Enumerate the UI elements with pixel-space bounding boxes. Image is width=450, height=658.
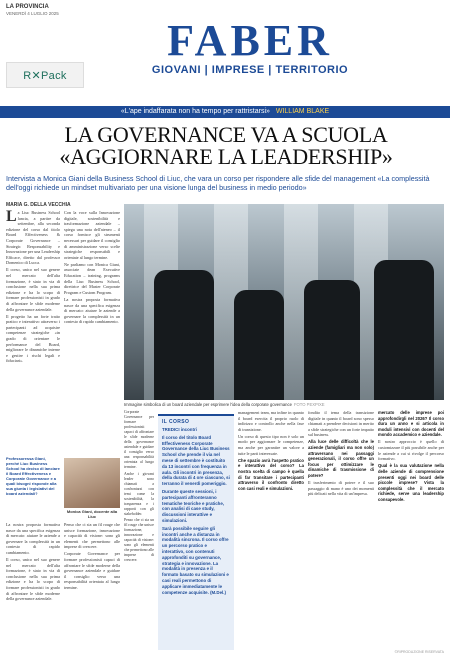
masthead-sections: GIOVANI | IMPRESE | TERRITORIO (151, 64, 349, 76)
photo-credit: FOTO PEXPIXE (293, 402, 325, 407)
col1-paragraph: La Liuc Business School lancia, a partire da settembre, alla seconda edizione del corso dal titolo Board Effectiveness & Corporate Governance – Strategic Responsability e Innovazione per una Leadership Efficace, diretto dal professor Domenico di Lucca. (6, 210, 60, 266)
col3-paragraph: Corporate Governance per formare professionisti capaci di affrontare le sfide moderne della governance aziendale e guidare il consiglio verso una responsabilità orientata al lungo termine. (124, 410, 154, 469)
col2-paragraph: La nostra proposta formativa nasce da una specifica esigenza di mercato: aiutare le aziende a governare la complessità in un contesto di rapido cambiamento. (64, 296, 120, 325)
col3-paragraph: Anche i giovani leader sono chiamati a confrontarsi con temi come la sostenibilità, la trasparenza e i rapporti con gli stakeholder. (124, 471, 154, 516)
slogan-bar (0, 106, 450, 118)
top-meta (6, 4, 59, 16)
slogan-quote: «L'ape indaffarata non ha tempo per rattristarsi» (120, 108, 270, 115)
article-headline: LA GOVERNANCE VA A SCUOLA «AGGIORNARE LA LEADERSHIP» (59, 122, 393, 169)
monica-giani-photo (64, 458, 120, 508)
col2-paragraph: Ne parliamo con Monica Giani, associate dean Executive Education – training, programs della Liuc Business School, direttrice del Master Corporate Program e Custom Program. (64, 261, 120, 295)
board-meeting-photo (124, 204, 444, 400)
article-column-1 (6, 210, 60, 452)
col5-paragraph: Alla luce delle difficoltà che le aziende (famigliari ma non solo) attraversano nei passaggi generazionali, il corso offre un focus per ottimizzare le dinamiche di trasmissione di potere? (308, 439, 374, 479)
silhouette-figure (304, 280, 360, 400)
col2-paragraph: Penso che ci sia un fil rouge che unisce formazione, innovazione e capacità di visione: sono gli elementi che permettono alle imprese di crescere. (64, 522, 120, 550)
col5-paragraph: Il trasferimento di potere e il suo passaggio di mano è uno dei momenti più delicati nella vita di un'impresa. (308, 480, 374, 497)
sponsor-ad[interactable]: R✕Pack (6, 62, 84, 88)
article-column-2-lower (64, 522, 120, 648)
photo-caption: Immagine simbolica di un board aziendale per esprimere l'idea della corporate governance FOTO PEXPIXE (124, 402, 325, 407)
masthead (90, 16, 410, 76)
box-paragraph: Durante queste sessioni, i partecipanti affronteranno tematiche teoriche e pratiche, con analisi di case study, discussioni interattive e simulazioni. (162, 488, 224, 523)
article-column-2 (64, 210, 120, 454)
col4-paragraph: management team, ma infine in quanto il board esercita il proprio ruolo di indirizzo e controllo anche nella fase di transizione. (238, 410, 304, 432)
col6-paragraph: Qual è la sua valutazione nella delle aziende di comprensione presenti oggi nei board delle piccole imprese? Vista la complessità che il mercato richiede, serve una leadership consapevole. (378, 463, 444, 502)
slogan-author: WILLIAM BLAKE (275, 108, 330, 115)
col6-paragraph: mercato delle imprese poi approfondirgli nel 2026? Il corso dura un anno e si articola in moduli intensivi con docenti del mondo accademico e aziendale. (378, 410, 444, 438)
pull-quote: Professoressa Giani, perché Liuc Business School ha deciso di lanciare il Board Effectiveness e Corporate Governance e a quali bisogni risponde alla sua giunta i legislativi del board aziendali? (6, 456, 60, 496)
publication-name: LA PROVINCIA (6, 4, 49, 10)
col1-paragraph: Il progetto ha un forte tratto pratico e interattivo attraverso i partecipanti ad acquisire competenze strategiche «in grado di orientare le performance del Board, migliorare le dinamiche interne e gestire i rischi legali e fiduciari». (6, 313, 60, 364)
silhouette-figure (154, 270, 214, 400)
course-info-box (158, 414, 234, 650)
box-paragraph: Il corso del titolo Board Effectiveness Corporate Governance della Liuc Business School che prende il via nel mese di settembre è costituito da 13 incontri con frequenza in aula. Gli incontri in presenza, della durata di 4 ore ciascuno, si terranno il venerdì pomeriggio. (162, 434, 230, 487)
col4-paragraph: Che spazio avrà l'aspetto pratico e interattivo del corso? La nostra scelta di campo è quella di far transitare i partecipanti attraverso il confronto diretto con casi reali e simulazioni. (238, 457, 304, 491)
col6-paragraph: Il nostro approccio è quello di customizzare il più possibile anche per le aziende a cui si rivolge il percorso formativo. (378, 439, 444, 462)
box-kicker: IL CORSO (162, 419, 190, 425)
article-column-3 (124, 410, 154, 650)
col4-paragraph: Un corso di questo tipo non è solo un modo per aggiornare le competenze, ma anche per garantire un valore a tutte le parti interessate. (238, 433, 304, 456)
article-subhead: Intervista a Monica Giani della Business School di Liuc, che vara un corso per rispondere alle sfide del management «La complessità dell'oggi richiede un mindset multivariato per una visione lunga del business in medio periodo» (6, 174, 430, 192)
inset-caption: Monica Giani, docente alla Liuc (66, 509, 118, 519)
col3-paragraph: Penso che ci sia un fil rouge che unisce formazione, innovazione e capacità di visione: sono gli elementi che permettono alle imprese di crescere. (124, 518, 154, 562)
silhouette-figure (374, 260, 434, 400)
col1-paragraph: La nostra proposta formativa nasce da una specifica esigenza di mercato: aiutare le aziende a governare la complessità in un contesto di rapido cambiamento. (6, 522, 60, 555)
box-paragraph: Sarà possibile seguire gli incontri anche a distanza in modalità sincrona. Il corso offre un percorso pratico e interattivo, con contenuti approfonditi su governance, strategia e innovazione. La modalità in presenza e il formato basato su simulazioni e casi reali permettono di applicare immediatamente le competenze acquisite. (M.Del.) (162, 525, 229, 595)
article-byline: MARIA G. DELLA VECCHIA (6, 202, 71, 208)
article-column-6 (378, 410, 444, 646)
article-column-5 (308, 410, 374, 648)
article-column-4 (238, 410, 304, 648)
copyright-note: ©RIPRODUZIONE RISERVATA (394, 650, 444, 654)
col5-paragraph: fondito il tema della transizione digitale in quanto il board sono spesso chiamati a prendere decisioni in merito a sfide strategiche con un forte impatto sul business. (308, 410, 374, 438)
dropcap: L (6, 210, 17, 225)
col2-paragraph: Con la voce sulla Innovazione digitale, sostenibilità e trasformazione aziendale – spiega una nota dell'ateneo – il corso fornisce gli strumenti necessari per guidare il consiglio di amministrazione verso scelte strategiche responsabili e orientate al lungo termine. (64, 210, 120, 260)
faber-logo: FABER (167, 16, 333, 65)
col1-paragraph: Il corso, unico nel suo genere nel mercato dell'alta formazione, è stato in via di conclusione nella sua prima edizione e ha lo scopo di formare professionisti in grado di affrontare le sfide moderne della governance aziendale. (6, 267, 60, 312)
article-column-1-lower (6, 522, 60, 648)
issue-date: VENERDÌ 4 LUGLIO 2025 (6, 11, 59, 16)
col2-paragraph: Corporate Governance per formare professionisti capaci di affrontare le sfide moderne della governance aziendale e guidare il consiglio verso una responsabilità orientata al lungo termine. (64, 551, 120, 591)
silhouette-figure (234, 290, 284, 400)
col1-paragraph: Il corso, unico nel suo genere nel mercato dell'alta formazione, è stato in via di conclusione nella sua prima edizione e ha lo scopo di formare professionisti in grado di affrontare le sfide moderne della governance aziendale. (6, 557, 60, 602)
box-paragraph: TREDICI incontri (162, 427, 197, 432)
